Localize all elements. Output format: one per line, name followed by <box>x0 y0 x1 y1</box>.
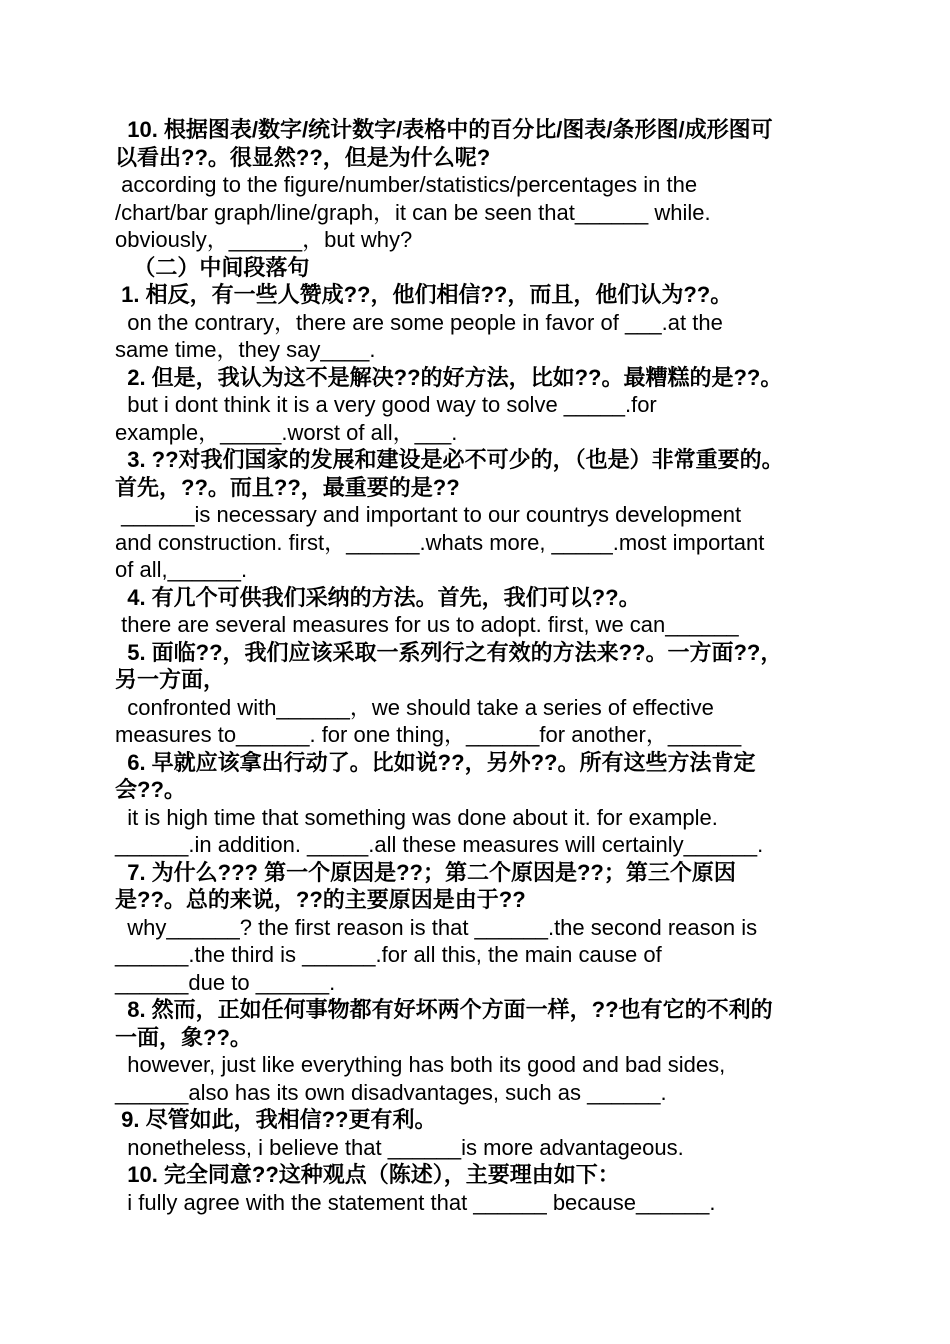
text-line-english: ______.the third is ______.for all this, the main cause of <box>115 942 662 967</box>
heading-line-chinese: 3. ??对我们国家的发展和建设是必不可少的，（也是）非常重要的。 <box>115 447 784 472</box>
text-line-english: why______? the first reason is that ______.the second reason is <box>115 914 758 940</box>
text-line-english: same time，they say____. <box>115 337 376 362</box>
text-line-english: on the contrary，there are some people in favor of ___.at the <box>115 309 723 335</box>
text-line-english: but i dont think it is a very good way to solve _____.for <box>115 392 657 417</box>
text-line-english: there are several measures for us to adopt. first, we can______ <box>115 612 739 637</box>
text-line-english: ______is necessary and important to our countrys development <box>115 502 742 527</box>
text-line-english: nonetheless, i believe that ______is more advantageous. <box>115 1134 684 1160</box>
document-page <box>115 116 845 1216</box>
heading-line-chinese: 一面，象??。 <box>115 1024 252 1050</box>
text-line-english: i fully agree with the statement that ______ because______. <box>115 1189 716 1215</box>
heading-line-chinese: 4. 有几个可供我们采纳的方法。首先，我们可以??。 <box>115 584 641 610</box>
heading-line-chinese: 8. 然而，正如任何事物都有好坏两个方面一样，??也有它的不利的 <box>115 997 773 1022</box>
text-line-english: ______due to ______. <box>115 969 336 995</box>
heading-line-chinese: （二）中间段落句 <box>115 254 310 280</box>
text-line-english: obviously，______，but why? <box>115 227 413 252</box>
heading-line-chinese: 7. 为什么??? 第一个原因是??；第二个原因是??；第三个原因 <box>115 859 736 885</box>
heading-line-chinese: 6. 早就应该拿出行动了。比如说??，另外??。所有这些方法肯定 <box>115 749 756 775</box>
text-line-english: ______.in addition. _____.all these measures will certainly______. <box>115 832 764 857</box>
text-line-english: confronted with______，we should take a series of effective <box>115 694 714 720</box>
heading-line-chinese: 10. 根据图表/数字/统计数字/表格中的百分比/图表/条形图/成形图可 <box>115 117 773 142</box>
heading-line-chinese: 1. 相反，有一些人赞成??，他们相信??，而且，他们认为??。 <box>115 282 733 307</box>
heading-line-chinese: 2. 但是，我认为这不是解决??的好方法，比如??。最糟糕的是??。 <box>115 364 783 390</box>
heading-line-chinese: 以看出??。很显然??，但是为什么呢? <box>115 144 491 170</box>
text-line-english: ______also has its own disadvantages, such as ______. <box>115 1079 667 1105</box>
heading-line-chinese: 10. 完全同意??这种观点（陈述），主要理由如下： <box>115 1162 620 1187</box>
heading-line-chinese: 另一方面， <box>115 667 226 692</box>
text-line-english: /chart/bar graph/line/graph，it can be seen that______ while. <box>115 199 711 225</box>
heading-line-chinese: 首先，??。而且??，最重要的是?? <box>115 474 460 500</box>
text-line-english: and construction. first，______.whats more, _____.most important <box>115 529 765 555</box>
heading-line-chinese: 会??。 <box>115 777 186 802</box>
text-line-english: however, just like everything has both its good and bad sides, <box>115 1052 726 1077</box>
heading-line-chinese: 是??。总的来说，??的主要原因是由于?? <box>115 887 526 912</box>
text-line-english: of all,______. <box>115 557 248 582</box>
heading-line-chinese: 5. 面临??，我们应该采取一系列行之有效的方法来??。一方面??， <box>115 639 783 665</box>
text-line-english: it is high time that something was done about it. for example. <box>115 804 718 830</box>
text-line-english: measures to______. for one thing，______for another，______ <box>115 722 742 747</box>
text-line-english: example，_____.worst of all，___. <box>115 419 458 445</box>
text-line-english: according to the figure/number/statistics/percentages in the <box>115 172 698 197</box>
heading-line-chinese: 9. 尽管如此，我相信??更有利。 <box>115 1107 437 1132</box>
